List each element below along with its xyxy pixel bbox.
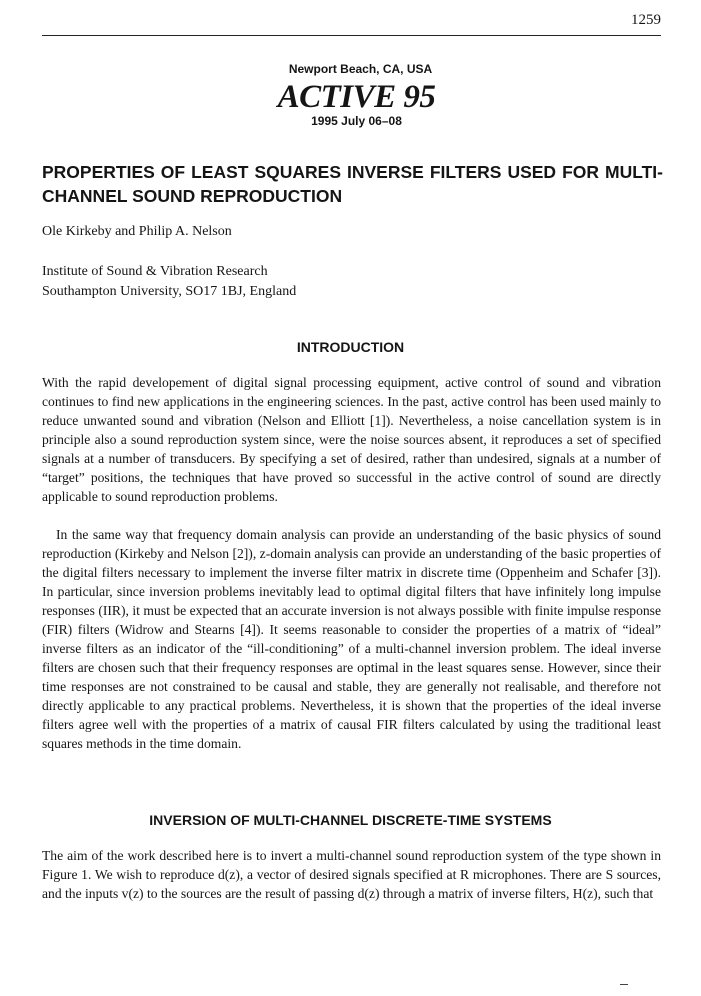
conference-name: ACTIVE 95 bbox=[277, 79, 436, 115]
inversion-heading: INVERSION OF MULTI-CHANNEL DISCRETE-TIME SYSTEMS bbox=[149, 812, 552, 828]
page-number: 1259 bbox=[631, 12, 661, 28]
conference-dates: 1995 July 06–08 bbox=[311, 114, 402, 128]
conference-location: Newport Beach, CA, USA bbox=[288, 62, 433, 76]
conference-block bbox=[0, 62, 701, 128]
introduction-paragraph-2: In the same way that frequency domain analysis can provide an understanding of the basic physics of sound reproduction (Kirkeby and Nelson [2]), z-domain analysis can provide an understanding of the basic properties of the digital filters necessary to implement the inverse filter matrix in discrete time (Oppenheim and Schafer [3]). In particular, since inversion problems inevitably lead to optimal digital filters that have infinitely long impulse responses (IIR), it must be expected that an accurate inversion is not always possible with finite impulse response (FIR) filters (Widrow and Stearns [4]). It seems reasonable to consider the properties of a matrix of “ideal” inverse filters as an indicator of the “ill-conditioning” of a multi-channel inversion problem. The ideal inverse filters are chosen such that their frequency responses are optimal in the least squares sense. However, since their time responses are not constrained to be causal and stable, they are generally not realisable, and therefore not directly applicable to any practical problems. Nevertheless, it is shown that the properties of the ideal inverse filters agree well with the properties of a matrix of causal FIR filters calculated by using the traditional least squares methods in the time domain. bbox=[42, 527, 661, 751]
authors: Ole Kirkeby and Philip A. Nelson bbox=[42, 224, 232, 239]
introduction-heading: INTRODUCTION bbox=[296, 339, 405, 355]
affiliation-institute: Institute of Sound & Vibration Research bbox=[42, 264, 268, 279]
footer-mark bbox=[620, 984, 628, 985]
affiliation bbox=[42, 262, 296, 302]
introduction-paragraph-1: With the rapid developement of digital signal processing equipment, active control of sound and vibration continues to find new applications in the engineering sciences. In the past, active control has been used mainly to reduce unwanted sound and vibration (Nelson and Elliott [1]). Nevertheless, a noise cancellation system is in principle also a sound reproduction system since, were the noise sources absent, it reproduces a set of specified signals at a number of transducers. By specifying a set of desired, rather than undesired, signals at a number of “target” positions, the techniques that have proved so successful in the active control of sound are directly applicable to sound reproduction problems. bbox=[42, 375, 661, 504]
affiliation-address: Southampton University, SO17 1BJ, England bbox=[42, 284, 297, 299]
header-rule bbox=[42, 35, 661, 36]
inversion-paragraph-1: The aim of the work described here is to invert a multi-channel sound reproduction system of the type shown in Figure 1. We wish to reproduce d(z), a vector of desired signals specified at R microphones. There are S sources, and the inputs v(z) to the sources are the result of passing d(z) through a matrix of inverse filters, H(z), such that bbox=[42, 848, 661, 901]
paper-title: PROPERTIES OF LEAST SQUARES INVERSE FILTERS USED FOR MULTI-CHANNEL SOUND REPRODUCTION bbox=[42, 162, 663, 206]
